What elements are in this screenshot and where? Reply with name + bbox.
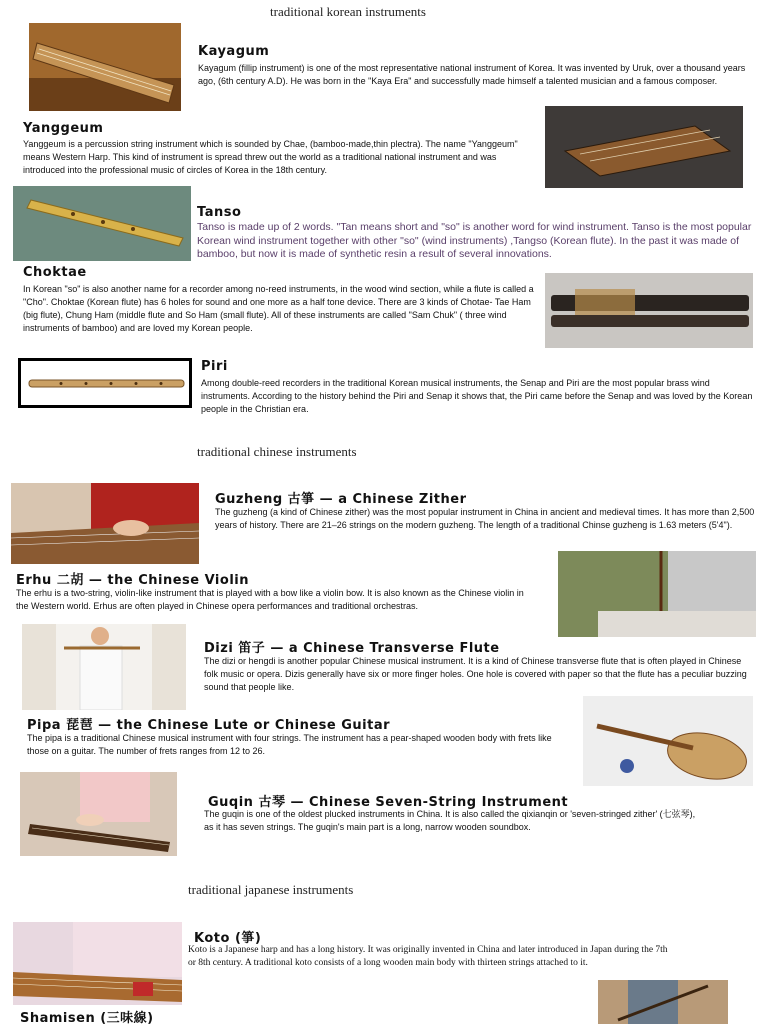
choktae-image — [545, 273, 753, 348]
erhu-image — [558, 551, 756, 637]
pipa-title: Pipa 琵琶 — the Chinese Lute or Chinese Guitar — [27, 718, 391, 733]
yanggeum-description: Yanggeum is a percussion string instrument which is sounded by Chae, (bamboo-made,thin plectra). The name "Yanggeum" means Western Harp. This kind of instrument is spread threw out the world as a traditional national instrument and was introduced into the professional music of circles of Korea in the 18th century. — [23, 139, 518, 175]
choktae-description: In Korean "so" is also another name for a recorder among no-reed instruments, in the wood wind section, while a flute is called a "Cho". Choktae (Korean flute) has 6 holes for sound and one more as a half tone device. There are 3 kinds of Chotae- Tae Ham (big flute), Chung Ham (middle flute and So Ham (small flute). All of these instruments are called "Sam Chuk" ( three wind instruments of bamboo) and are loved my Korean people. — [23, 284, 534, 333]
tanso-image — [13, 186, 191, 261]
kayagum-title: Kayagum — [198, 44, 270, 59]
guqin-description: The guqin is one of the oldest plucked instruments in China. It is also called the qixianqin or 'seven-stringed zither' (七弦琴), as it has seven strings. The guqin's main part is a long, narrow wooden soundbox. — [204, 809, 696, 832]
yanggeum-title: Yanggeum — [23, 121, 104, 136]
guzheng-description: The guzheng (a kind of Chinese zither) was the most popular instrument in China in ancient and medieval times. It has more than 2,500 years of history. There are 21–26 strings on the modern guzheng. The length of a traditional Chinse guzheng is 1.63 meters (5'4"). — [215, 507, 755, 530]
pipa-image — [583, 696, 753, 786]
yanggeum-image — [545, 106, 743, 188]
kayagum-image — [29, 23, 181, 111]
dizi-title: Dizi 笛子 — a Chinese Transverse Flute — [204, 641, 500, 656]
guzheng-title: Guzheng 古箏 — a Chinese Zither — [215, 492, 467, 507]
pipa-description: The pipa is a traditional Chinese musical instrument with four strings. The instrument has a pear-shaped wooden body with frets like those on a guitar. The number of frets ranges from 12 to 26. — [27, 733, 552, 756]
erhu-description: The erhu is a two-string, violin-like instrument that is played with a bow like a violin bow. It is also known as the Chinese violin in the Western world. Erhus are often played in Chinese opera performances and traditional orchestras. — [16, 588, 524, 611]
dizi-image — [22, 624, 186, 710]
section-title-korean: traditional korean instruments — [270, 4, 426, 19]
shamisen-title: Shamisen (三味線) — [20, 1011, 154, 1026]
guqin-title: Guqin 古琴 — Chinese Seven-String Instrument — [208, 795, 569, 810]
piri-description: Among double-reed recorders in the traditional Korean musical instruments, the Senap and Piri are the most popular brass wind instruments. According to the history behind the Piri and Senap it shows that, the Piri came before the Senap and was loved by the Korean people in the Christian era. — [201, 378, 753, 414]
tanso-description: Tanso is made up of 2 words. "Tan means short and "so" is another word for wind instrument. Tanso is the most popular Korean wind instrument together with other "so" (wind instruments) ,Tangso (Korean flute). In the past it was made of bamboo, but now it is made of synthetic resin a result of several innovations. — [197, 221, 752, 260]
koto-title: Koto (箏) — [194, 931, 262, 946]
section-title-japanese: traditional japanese instruments — [188, 882, 354, 897]
erhu-title: Erhu 二胡 — the Chinese Violin — [16, 573, 249, 588]
koto-image — [13, 922, 182, 1005]
choktae-title: Choktae — [23, 265, 87, 280]
tanso-title: Tanso — [197, 205, 242, 220]
koto-description: Koto is a Japanese harp and has a long history. It was originally invented in China and later introduced in Japan during the 7th or 8th century. A traditional koto consists of a long wooden main body with thirteen strings attached to it. — [188, 945, 668, 968]
dizi-description: The dizi or hengdi is another popular Chinese musical instrument. It is a kind of Chinese transverse flute that is often played in Chinese folk music or opera. Dizis generally have six or more finger holes. One hole is covered with paper so that the flute has a peculiar buzzing sound that people like. — [204, 656, 747, 692]
section-title-chinese: traditional chinese instruments — [197, 444, 357, 459]
piri-title: Piri — [201, 359, 228, 374]
guqin-image — [20, 772, 177, 856]
shamisen-image — [598, 980, 728, 1024]
kayagum-description: Kayagum (fillip instrument) is one of the most representative national instrument of Korea. It was invented by Uruk, over a thousand years ago, (6th century A.D). He was born in the "Kaya Era" and successfully made himself a talented musician and a famous composer. — [198, 63, 746, 86]
guzheng-image — [11, 483, 199, 564]
piri-image — [18, 358, 192, 408]
